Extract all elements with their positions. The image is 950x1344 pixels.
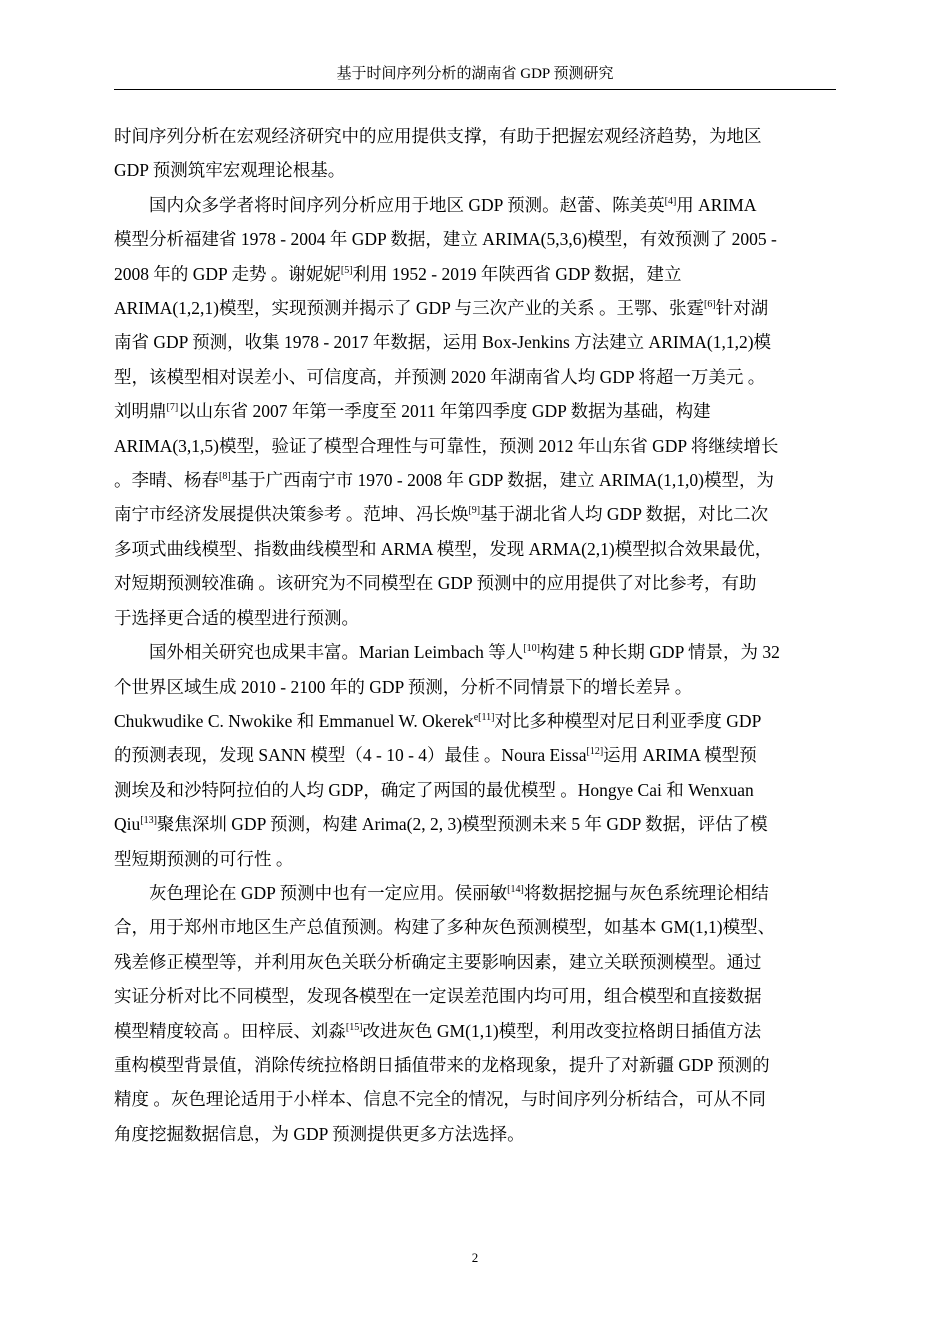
text-run: 2008 年的 GDP 走势 。谢妮妮 — [114, 263, 341, 284]
text-run: 角度挖掘数据信息，为 GDP 预测提供更多方法选择。 — [114, 1123, 525, 1144]
citation-ref: [7] — [166, 402, 179, 414]
citation-ref: e[11] — [473, 711, 495, 723]
citation-ref: [4] — [664, 195, 677, 207]
text-line — [114, 670, 836, 704]
paragraph-grey-theory — [114, 876, 836, 1151]
citation-ref: [8] — [219, 471, 231, 483]
running-header: 基于时间序列分析的湖南省 GDP 预测研究 — [336, 66, 614, 82]
text-run: 基于湖北省人均 GDP 数据，对比二次 — [480, 504, 769, 525]
text-line — [114, 497, 836, 531]
text-run: 时间序列分析在宏观经济研究中的应用提供支撑，有助于把握宏观经济趋势，为地区 — [114, 126, 762, 146]
text-line — [114, 601, 836, 635]
text-line — [114, 807, 836, 841]
text-run: 实证分析对比不同模型，发现各模型在一定误差范围内均可用，组合模型和直接数据 — [114, 986, 762, 1007]
text-run: 型，该模型相对误差小、可信度高，并预测 2020 年湖南省人均 GDP 将超一万美元 。 — [114, 366, 766, 387]
text-run: 个世界区域生成 2010 - 2100 年的 GDP 预测，分析不同情景下的增长差异 。 — [114, 676, 693, 697]
text-run: 型短期预测的可行性 。 — [114, 848, 294, 869]
text-run: 改进灰色 GM(1,1)模型，利用改变拉格朗日插值方法 — [362, 1020, 762, 1041]
text-run: 南省 GDP 预测，收集 1978 - 2017 年数据，运用 Box-Jenkins 方法建立 ARIMA(1,1,2)模 — [114, 332, 772, 353]
text-run: ARIMA(1,2,1)模型，实现预测并揭示了 GDP 与三次产业的关系 。王鄂、张霆 — [114, 298, 704, 319]
text-run: 模型分析福建省 1978 - 2004 年 GDP 数据，建立 ARIMA(5,3,6)模型，有效预测了 2005 - — [114, 229, 777, 250]
header-rule — [114, 89, 836, 90]
citation-ref: [14] — [507, 883, 524, 895]
text-line — [114, 222, 836, 256]
citation-ref: [12] — [586, 746, 604, 758]
text-run: 于选择更合适的模型进行预测。 — [114, 607, 359, 628]
citation-ref: [10] — [523, 643, 540, 655]
text-run: 南宁市经济发展提供决策参考 。范坤、冯长焕 — [114, 504, 469, 525]
citation-ref: [13] — [140, 815, 157, 827]
text-run: ARIMA(3,1,5)模型，验证了模型合理性与可靠性，预测 2012 年山东省 GDP 将继续增长 — [114, 435, 779, 456]
text-run: 多项式曲线模型、指数曲线模型和 ARMA 模型，发现 ARMA(2,1)模型拟合效果最优， — [114, 538, 773, 559]
text-line — [114, 876, 836, 910]
text-line — [114, 429, 836, 463]
text-run: 基于广西南宁市 1970 - 2008 年 GDP 数据，建立 ARIMA(1,1,0)模型，为 — [230, 470, 774, 491]
text-run: 合，用于郑州市地区生产总值预测。构建了多种灰色预测模型，如基本 GM(1,1)模型、 — [114, 917, 776, 938]
text-line — [114, 1117, 836, 1151]
text-run: 构建 5 种长期 GDP 情景，为 32 — [539, 642, 780, 663]
text-line — [114, 532, 836, 566]
text-run: 国内众多学者将时间序列分析应用于地区 GDP 预测。赵蕾、陈美英 — [149, 194, 665, 215]
text-run: 刘明鼎 — [114, 401, 167, 422]
text-run: Qiu — [114, 814, 141, 835]
text-line — [114, 704, 836, 738]
paragraph-foreign-research — [114, 635, 836, 876]
text-line — [114, 635, 836, 669]
text-line — [114, 979, 836, 1013]
text-run: 精度 。灰色理论适用于小样本、信息不完全的情况，与时间序列分析结合，可从不同 — [114, 1089, 766, 1110]
text-line — [114, 153, 836, 187]
text-run: 测埃及和沙特阿拉伯的人均 GDP，确定了两国的最优模型 。Hongye Cai 和 Wenxuan — [114, 779, 754, 800]
text-run: 利用 1952 - 2019 年陕西省 GDP 数据，建立 — [352, 263, 682, 284]
text-run: 模型精度较高 。田梓辰、刘淼 — [114, 1020, 346, 1041]
text-run: 国外相关研究也成果丰富。Marian Leimbach 等人 — [149, 642, 524, 663]
text-line — [114, 394, 836, 428]
text-run: 将数据挖掘与灰色系统理论相结 — [523, 882, 769, 903]
text-line — [114, 257, 836, 291]
text-line — [114, 1014, 836, 1048]
citation-ref: [15] — [345, 1021, 363, 1033]
text-run: Chukwudike C. Nwokike 和 Emmanuel W. Okerek — [114, 710, 474, 731]
text-line — [114, 910, 836, 944]
body-text — [114, 119, 836, 1151]
text-run: 对比多种模型对尼日利亚季度 GDP — [494, 710, 762, 731]
text-line — [114, 463, 836, 497]
paragraph-intro-continued — [114, 119, 836, 188]
citation-ref: [5] — [340, 264, 353, 276]
text-line — [114, 360, 836, 394]
text-line — [114, 1082, 836, 1116]
text-line — [114, 945, 836, 979]
text-run: 灰色理论在 GDP 预测中也有一定应用。侯丽敏 — [149, 882, 508, 903]
text-line — [114, 1048, 836, 1082]
text-line — [114, 842, 836, 876]
text-run: GDP 预测筑牢宏观理论根基。 — [114, 160, 346, 181]
text-run: 。李晴、杨春 — [114, 470, 219, 491]
text-run: 残差修正模型等，并利用灰色关联分析确定主要影响因素，建立关联预测模型。通过 — [114, 951, 762, 972]
text-line — [114, 566, 836, 600]
citation-ref: [6] — [703, 299, 716, 311]
text-run: 针对湖 — [715, 298, 769, 319]
text-run: 对短期预测较准确 。该研究为不同模型在 GDP 预测中的应用提供了对比参考，有助 — [114, 573, 757, 594]
text-run: 重构模型背景值，消除传统拉格朗日插值带来的龙格现象，提升了对新疆 GDP 预测的 — [114, 1054, 770, 1075]
text-run: 运用 ARIMA 模型预 — [603, 745, 757, 766]
text-line — [114, 188, 836, 222]
text-run: 用 ARIMA — [676, 194, 757, 215]
text-run: 的预测表现，发现 SANN 模型（4 - 10 - 4）最佳 。Noura Eissa — [114, 745, 587, 766]
text-run: 以山东省 2007 年第一季度至 2011 年第四季度 GDP 数据为基础，构建 — [178, 401, 711, 422]
text-line — [114, 773, 836, 807]
text-line — [114, 325, 836, 359]
paragraph-domestic-research — [114, 188, 836, 635]
text-line — [114, 738, 836, 772]
page-number: 2 — [471, 1250, 479, 1265]
text-line — [114, 291, 836, 325]
citation-ref: [9] — [468, 505, 481, 517]
text-run: 聚焦深圳 GDP 预测，构建 Arima(2, 2, 3)模型预测未来 5 年 GDP 数据，评估了模 — [156, 814, 768, 835]
text-line — [114, 119, 836, 153]
